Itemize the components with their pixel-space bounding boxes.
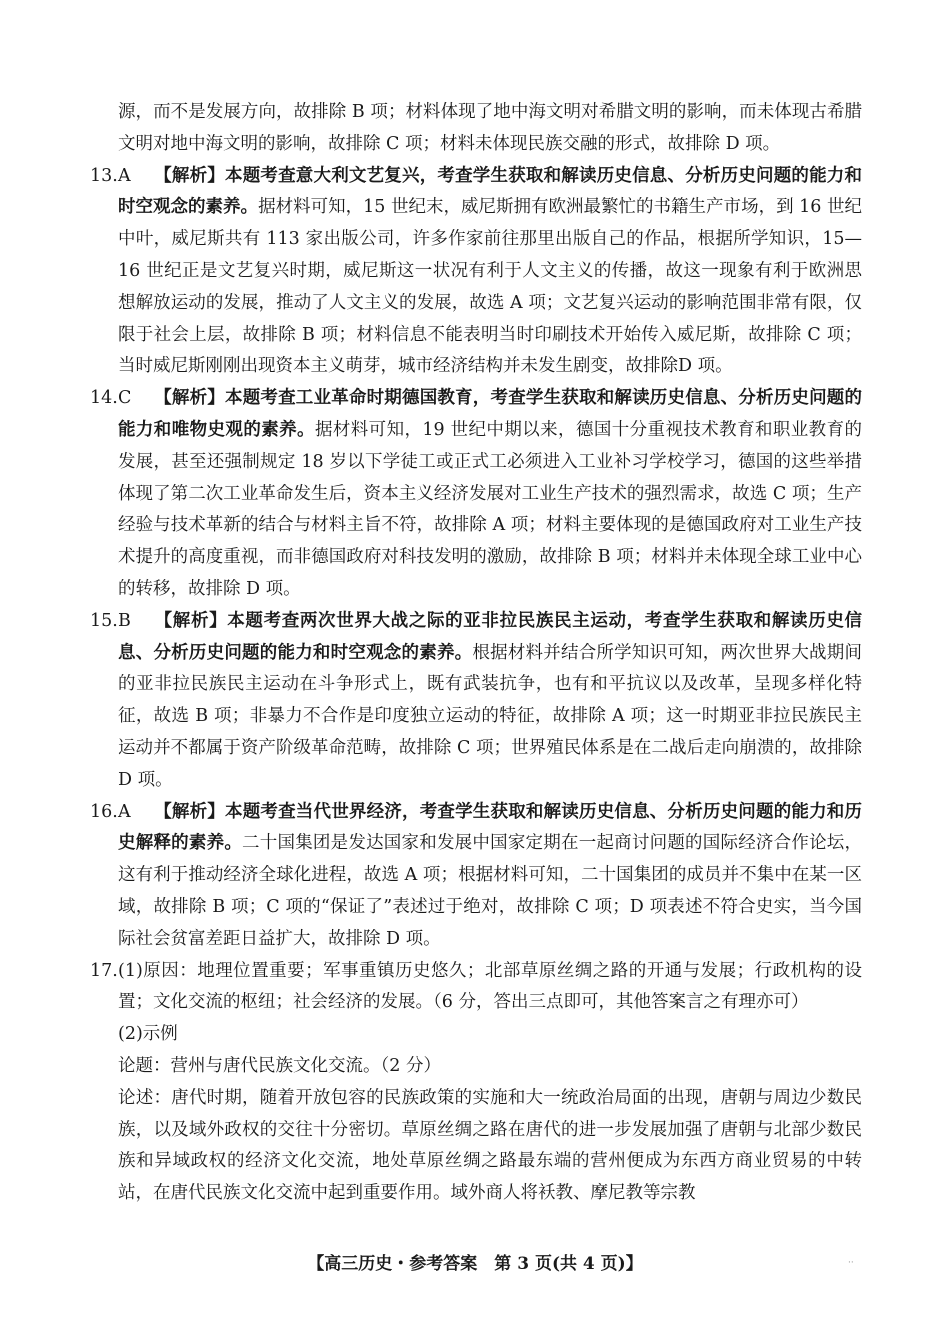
item-body: 根据材料并结合所学知识可知，两次世界大战期间的亚非拉民族民主运动在斗争形式上，既有武装抗争，也有和平抗议以及改革，呈现多样化特征，故选 B 项；非暴力不合作是印度独立运动的特征，故排除 A 项；这一时期亚非拉民族民主运动并不都属于资产阶级革命范畴，故排除 C 项；世界殖民体系是在二战后走向崩溃的，故排除 D 项。 <box>118 642 862 790</box>
item-number: 13. <box>90 165 118 186</box>
corner-mark: ·· <box>848 1258 854 1268</box>
item-number: 17. <box>90 960 118 981</box>
item-body: 据材料可知，19 世纪中期以来，德国十分重视技术教育和职业教育的发展，甚至还强制规定 18 岁以下学徒工或正式工必须进入工业补习学校学习，德国的这些举措体现了第二次工业革命发生后，资本主义经济发展对工业生产技术的强烈需求，故选 C 项；生产经验与技术革新的结合与材料主旨不符，故排除 A 项；材料主要体现的是德国政府对工业生产技术提升的高度重视，而非德国政府对科技发明的激励，故排除 B 项；材料并未体现全球工业中心的转移，故排除 D 项。 <box>118 419 862 599</box>
item-answer: B <box>118 610 131 631</box>
answer-item-17 <box>90 956 862 1210</box>
item-heading: 【解析】本题考查意大利文艺复兴，考查学生获取和解读历史信息、分析历史问题的能力和时空观念的素养。 <box>118 165 862 218</box>
answer-item-14 <box>90 383 862 606</box>
item-heading: 【解析】本题考查工业革命时期德国教育，考查学生获取和解读历史信息、分析历史问题的能力和唯物史观的素养。 <box>118 388 862 440</box>
item-answer: A <box>118 801 131 822</box>
q17-part1: (1)原因：地理位置重要；军事重镇历史悠久；北部草原丝绸之路的开通与发展；行政机构的设置；文化交流的枢纽；社会经济的发展。（6 分，答出三点即可，其他答案言之有理亦可） <box>118 960 862 1013</box>
continued-text: 源，而不是发展方向，故排除 B 项；材料体现了地中海文明对希腊文明的影响，而未体现古希腊文明对地中海文明的影响，故排除 C 项；材料未体现民族交融的形式，故排除 D 项。 <box>118 102 862 154</box>
q17-part2: (2)示例 <box>118 1024 178 1045</box>
q17-argument: 论述：唐代时期，随着开放包容的民族政策的实施和大一统政治局面的出现，唐朝与周边少数民族，以及域外政权的交往十分密切。草原丝绸之路在唐代的进一步发展加强了唐朝与北部少数民族和异域政权的经济文化交流，地处草原丝绸之路最东端的营州便成为东西方商业贸易的中转站，在唐代民族文化交流中起到重要作用。域外商人将袄教、摩尼教等宗教 <box>118 1087 862 1204</box>
answer-item-13 <box>90 161 862 384</box>
item-heading: 【解析】本题考查当代世界经济，考查学生获取和解读历史信息、分析历史问题的能力和历史解释的素养。 <box>118 801 862 854</box>
item-number: 15. <box>90 610 118 631</box>
page-footer <box>0 1252 950 1276</box>
answer-content <box>90 97 862 1210</box>
answer-item-15 <box>90 606 862 797</box>
item-answer: A <box>118 165 131 186</box>
item-body: 二十国集团是发达国家和发展中国家定期在一起商讨问题的国际经济合作论坛，这有利于推动经济全球化进程，故选 A 项；根据材料可知，二十国集团的成员并不集中在某一区域，故排除 B 项；C 项的“保证了”表述过于绝对，故排除 C 项；D 项表述不符合史实，当今国际社会贫富差距日益扩大，故排除 D 项。 <box>118 833 863 949</box>
answer-item-16 <box>90 797 862 956</box>
item-heading: 【解析】本题考查两次世界大战之际的亚非拉民族民主运动，考查学生获取和解读历史信息、分析历史问题的能力和时空观念的素养。 <box>118 610 862 663</box>
item-answer: C <box>118 388 132 409</box>
item-number: 16. <box>90 801 118 822</box>
continued-paragraph <box>90 97 862 161</box>
item-body: 据材料可知，15 世纪末，威尼斯拥有欧洲最繁忙的书籍生产市场，到 16 世纪中叶，威尼斯共有 113 家出版公司，许多作家前往那里出版自己的作品，根据所学知识，15—16 世纪正是文艺复兴时期，威尼斯这一状况有利于人文主义的传播，故这一现象有利于欧洲思想解放运动的发展，推动了人文主义的发展，故选 A 项；文艺复兴运动的影响范围非常有限，仅限于社会上层，故排除 B 项；材料信息不能表明当时印刷技术开始传入威尼斯，故排除 C 项；当时威尼斯刚刚出现资本主义萌芽，城市经济结构并未发生剧变，故排除D 项。 <box>118 197 862 377</box>
q17-topic: 论题：营州与唐代民族文化交流。（2 分） <box>118 1055 441 1076</box>
item-number: 14. <box>90 388 118 409</box>
footer-text: 【高三历史・参考答案 第 3 页(共 4 页)】 <box>307 1254 643 1274</box>
